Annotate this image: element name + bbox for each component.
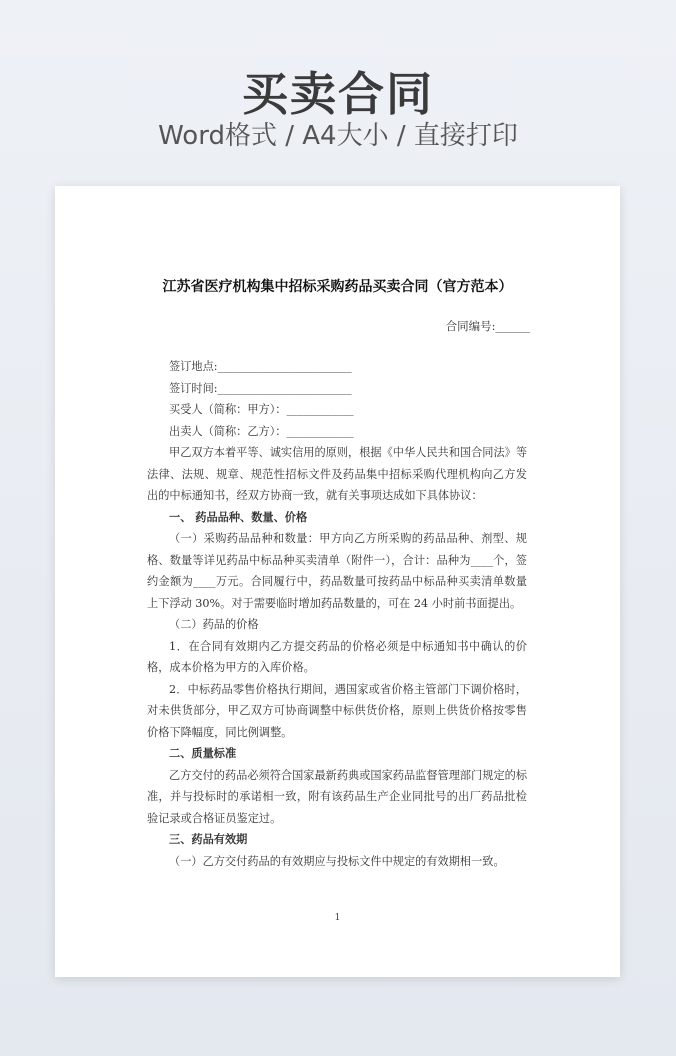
contract-number: 合同编号:______ [445,319,530,333]
sign-time: 签订时间:________________________ [169,381,352,395]
intro-paragraph: 甲乙双方本着平等、诚实信用的原则，根据《中华人民共和国合同法》等法律、法规、规章、规范性招标文件及药品集中招标采购代理机构向乙方发出的中标通知书，经双方协商一致，就有关事项达成如下具体协议： [147,446,528,502]
section-1-paragraph-2: 1．在合同有效期内乙方提交药品的价格必须是中标通知书中确认的价格，成本价格为甲方的入库价格。 [147,639,527,674]
section-1-paragraph-1: （一）采购药品品种和数量：甲方向乙方所采购的药品品种、剂型、规格、数量等详见药品中标品种买卖清单（附件一），合计：品种为____个，签约金额为____万元。合同履行中，药品数量可按药品中标品种买卖清单数量上下浮动 30%。对于需要临时增加药品数量的，可在 24 小时前书面提出。 [147,532,527,610]
section-1-heading: 一、 药品品种、数量、价格 [169,510,308,524]
sign-place: 签订地点:________________________ [169,360,352,373]
section-1-subheading-2: （二）药品的价格 [169,618,259,631]
seller-line: 出卖人（简称：乙方）：____________ [169,424,354,438]
section-2-paragraph-1: 乙方交付的药品必须符合国家最新药典或国家药品监督管理部门规定的标准，并与投标时的承诺相一致，附有该药品生产企业同批号的出厂药品批检验记录或合格证员鉴定过。 [147,768,528,825]
section-3-paragraph-1: （一）乙方交付药品的有效期应与投标文件中规定的有效期相一致。 [169,854,505,868]
document-title: 江苏省医疗机构集中招标采购药品买卖合同（官方范本） [162,279,513,295]
section-1-paragraph-3: 2．中标药品零售价格执行期间，遇国家或省价格主管部门下调价格时，对未供货部分，甲乙双方可协商调整中标供货价格，原则上供货价格按零售价格下降幅度，同比例调整。 [147,682,527,739]
page-number: 1 [334,913,341,923]
document-page [55,186,620,977]
banner-subtitle: Word格式 / A4大小 / 直接打印 [158,121,518,151]
document-body [147,356,527,872]
banner-title: 买卖合同 [242,67,434,121]
section-2-heading: 二、质量标准 [169,747,237,760]
buyer-line: 买受人（简称：甲方）：____________ [169,403,354,416]
section-3-heading: 三、药品有效期 [169,833,248,846]
